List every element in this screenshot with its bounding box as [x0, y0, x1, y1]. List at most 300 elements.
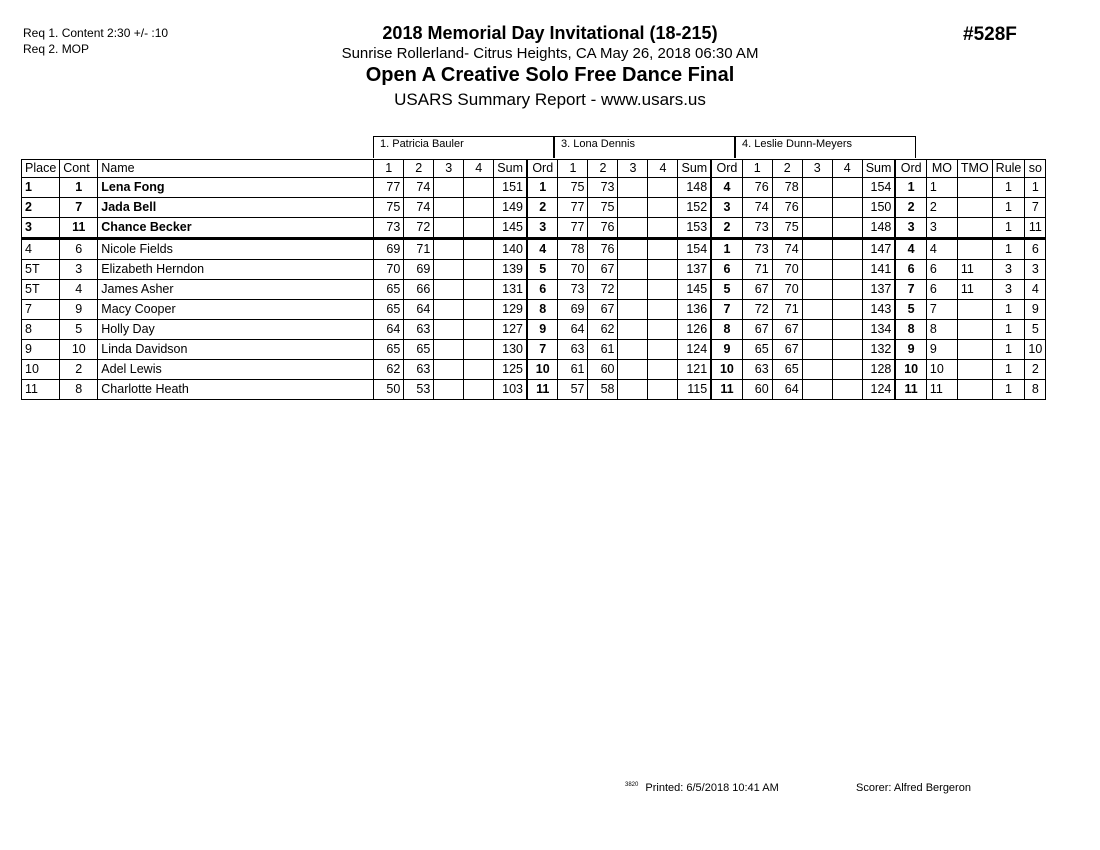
- ord-cell: 7: [711, 300, 742, 320]
- name-cell: Elizabeth Herndon: [98, 260, 374, 280]
- score-cell: 63: [742, 360, 772, 380]
- place-cell: 5T: [22, 260, 60, 280]
- score-cell: [648, 198, 678, 218]
- ord-cell: 10: [711, 360, 742, 380]
- place-cell: 2: [22, 198, 60, 218]
- place-cell: 3: [22, 218, 60, 239]
- column-header: Rule: [992, 160, 1025, 178]
- score-cell: 73: [742, 239, 772, 260]
- sum-cell: 127: [494, 320, 527, 340]
- sum-cell: 143: [862, 300, 895, 320]
- score-cell: [802, 198, 832, 218]
- score-cell: [618, 178, 648, 198]
- score-cell: 67: [772, 320, 802, 340]
- ord-cell: 2: [895, 198, 926, 218]
- score-cell: 65: [404, 340, 434, 360]
- score-cell: 72: [404, 218, 434, 239]
- column-header: MO: [926, 160, 957, 178]
- tmo-cell: 11: [957, 280, 992, 300]
- score-cell: 69: [404, 260, 434, 280]
- sum-cell: 124: [678, 340, 711, 360]
- score-cell: 57: [558, 380, 588, 400]
- score-cell: [434, 178, 464, 198]
- sum-cell: 150: [862, 198, 895, 218]
- score-cell: 75: [588, 198, 618, 218]
- ord-cell: 6: [711, 260, 742, 280]
- score-cell: 58: [588, 380, 618, 400]
- column-header: 4: [648, 160, 678, 178]
- sum-cell: 145: [678, 280, 711, 300]
- score-cell: [648, 280, 678, 300]
- name-cell: Linda Davidson: [98, 340, 374, 360]
- rule-cell: 3: [992, 280, 1025, 300]
- score-cell: 75: [772, 218, 802, 239]
- score-cell: [648, 218, 678, 239]
- so-cell: 2: [1025, 360, 1046, 380]
- rule-cell: 1: [992, 300, 1025, 320]
- requirement-2: Req 2. MOP: [23, 42, 90, 56]
- sum-cell: 125: [494, 360, 527, 380]
- ord-cell: 11: [711, 380, 742, 400]
- cont-cell: 4: [60, 280, 98, 300]
- rule-cell: 1: [992, 239, 1025, 260]
- sum-cell: 121: [678, 360, 711, 380]
- name-cell: Lena Fong: [98, 178, 374, 198]
- event-name: Open A Creative Solo Free Dance Final: [365, 64, 735, 86]
- score-cell: 71: [742, 260, 772, 280]
- table-row: [22, 280, 1046, 300]
- score-cell: [832, 320, 862, 340]
- column-header: 3: [802, 160, 832, 178]
- rule-cell: 1: [992, 218, 1025, 239]
- ord-cell: 4: [711, 178, 742, 198]
- requirement-1: Req 1. Content 2:30 +/- :10: [23, 26, 169, 40]
- name-cell: Chance Becker: [98, 218, 374, 239]
- score-cell: 76: [588, 218, 618, 239]
- ord-cell: 3: [527, 218, 558, 239]
- score-cell: [648, 260, 678, 280]
- score-cell: 77: [558, 198, 588, 218]
- tmo-cell: [957, 218, 992, 239]
- score-cell: 71: [772, 300, 802, 320]
- sum-cell: 140: [494, 239, 527, 260]
- score-cell: [618, 380, 648, 400]
- score-cell: 67: [588, 300, 618, 320]
- tmo-cell: [957, 198, 992, 218]
- header-row: [22, 160, 1046, 178]
- sum-cell: 147: [862, 239, 895, 260]
- rule-cell: 1: [992, 360, 1025, 380]
- score-cell: 67: [772, 340, 802, 360]
- score-cell: 64: [374, 320, 404, 340]
- sum-cell: 154: [862, 178, 895, 198]
- column-header: TMO: [957, 160, 992, 178]
- event-number: #528F: [963, 24, 1017, 45]
- column-header: Sum: [678, 160, 711, 178]
- score-cell: 75: [558, 178, 588, 198]
- score-cell: [802, 380, 832, 400]
- table-row: [22, 320, 1046, 340]
- mo-cell: 1: [926, 178, 957, 198]
- place-cell: 8: [22, 320, 60, 340]
- ord-cell: 3: [711, 198, 742, 218]
- sum-cell: 149: [494, 198, 527, 218]
- mo-cell: 10: [926, 360, 957, 380]
- column-header: 1: [558, 160, 588, 178]
- ord-cell: 8: [895, 320, 926, 340]
- score-cell: 73: [374, 218, 404, 239]
- score-cell: 74: [404, 178, 434, 198]
- score-cell: [832, 218, 862, 239]
- column-header: Ord: [527, 160, 558, 178]
- score-cell: 75: [374, 198, 404, 218]
- footer-printed: [625, 782, 779, 794]
- mo-cell: 2: [926, 198, 957, 218]
- tmo-cell: [957, 320, 992, 340]
- score-cell: [832, 178, 862, 198]
- score-cell: 65: [374, 340, 404, 360]
- so-cell: 7: [1025, 198, 1046, 218]
- tmo-cell: 11: [957, 260, 992, 280]
- score-cell: [832, 239, 862, 260]
- score-cell: [464, 320, 494, 340]
- sum-cell: 152: [678, 198, 711, 218]
- sum-cell: 136: [678, 300, 711, 320]
- tmo-cell: [957, 300, 992, 320]
- score-cell: [802, 360, 832, 380]
- score-cell: [464, 360, 494, 380]
- ord-cell: 10: [527, 360, 558, 380]
- table-row: [22, 239, 1046, 260]
- sum-cell: 151: [494, 178, 527, 198]
- score-cell: 50: [374, 380, 404, 400]
- score-cell: [802, 239, 832, 260]
- mo-cell: 11: [926, 380, 957, 400]
- ord-cell: 9: [711, 340, 742, 360]
- score-cell: [464, 260, 494, 280]
- score-cell: [648, 178, 678, 198]
- sum-cell: 141: [862, 260, 895, 280]
- score-cell: 66: [404, 280, 434, 300]
- score-cell: 70: [558, 260, 588, 280]
- sum-cell: 115: [678, 380, 711, 400]
- sum-cell: 134: [862, 320, 895, 340]
- score-cell: [434, 320, 464, 340]
- score-cell: 77: [374, 178, 404, 198]
- score-cell: 53: [404, 380, 434, 400]
- sum-cell: 153: [678, 218, 711, 239]
- so-cell: 8: [1025, 380, 1046, 400]
- sum-cell: 130: [494, 340, 527, 360]
- mo-cell: 7: [926, 300, 957, 320]
- column-header: Sum: [862, 160, 895, 178]
- score-cell: [802, 280, 832, 300]
- so-cell: 4: [1025, 280, 1046, 300]
- score-cell: [648, 360, 678, 380]
- column-header: Name: [98, 160, 374, 178]
- ord-cell: 11: [895, 380, 926, 400]
- cont-cell: 11: [60, 218, 98, 239]
- score-cell: 70: [374, 260, 404, 280]
- report-subtitle: Sunrise Rollerland- Citrus Heights, CA May 26, 2018 06:30 AM: [341, 45, 759, 62]
- sum-cell: 139: [494, 260, 527, 280]
- tmo-cell: [957, 239, 992, 260]
- cont-cell: 7: [60, 198, 98, 218]
- report-type: USARS Summary Report - www.usars.us: [394, 90, 706, 109]
- mo-cell: 4: [926, 239, 957, 260]
- ord-cell: 8: [527, 300, 558, 320]
- mo-cell: 9: [926, 340, 957, 360]
- mo-cell: 8: [926, 320, 957, 340]
- score-cell: [802, 320, 832, 340]
- score-cell: [648, 239, 678, 260]
- score-cell: 65: [772, 360, 802, 380]
- rule-cell: 1: [992, 198, 1025, 218]
- score-cell: [618, 360, 648, 380]
- score-cell: 76: [588, 239, 618, 260]
- score-cell: 64: [404, 300, 434, 320]
- score-cell: [464, 300, 494, 320]
- score-cell: [618, 300, 648, 320]
- score-cell: 63: [558, 340, 588, 360]
- tmo-cell: [957, 178, 992, 198]
- judge-3-header: 4. Leslie Dunn-Meyers: [735, 136, 916, 158]
- table-row: [22, 178, 1046, 198]
- rule-cell: 1: [992, 178, 1025, 198]
- score-cell: 67: [742, 280, 772, 300]
- column-header: Ord: [895, 160, 926, 178]
- so-cell: 11: [1025, 218, 1046, 239]
- ord-cell: 6: [895, 260, 926, 280]
- sum-cell: 131: [494, 280, 527, 300]
- so-cell: 3: [1025, 260, 1046, 280]
- score-cell: [832, 300, 862, 320]
- judge-2-header: 3. Lona Dennis: [554, 136, 735, 158]
- sum-cell: 126: [678, 320, 711, 340]
- mo-cell: 6: [926, 260, 957, 280]
- place-cell: 11: [22, 380, 60, 400]
- column-header: 3: [434, 160, 464, 178]
- cont-cell: 10: [60, 340, 98, 360]
- score-cell: [832, 260, 862, 280]
- name-cell: Nicole Fields: [98, 239, 374, 260]
- score-cell: [648, 320, 678, 340]
- score-cell: 62: [588, 320, 618, 340]
- score-cell: [802, 300, 832, 320]
- ord-cell: 10: [895, 360, 926, 380]
- ord-cell: 5: [895, 300, 926, 320]
- score-cell: [832, 380, 862, 400]
- table-row: [22, 380, 1046, 400]
- score-cell: [434, 360, 464, 380]
- score-cell: 74: [772, 239, 802, 260]
- name-cell: Charlotte Heath: [98, 380, 374, 400]
- place-cell: 1: [22, 178, 60, 198]
- score-cell: [434, 280, 464, 300]
- score-cell: [434, 300, 464, 320]
- column-header: 4: [464, 160, 494, 178]
- sum-cell: 103: [494, 380, 527, 400]
- ord-cell: 6: [527, 280, 558, 300]
- score-cell: [618, 340, 648, 360]
- score-cell: 61: [588, 340, 618, 360]
- ord-cell: 2: [527, 198, 558, 218]
- report-title: 2018 Memorial Day Invitational (18-215): [382, 23, 718, 43]
- cont-cell: 5: [60, 320, 98, 340]
- score-cell: 60: [742, 380, 772, 400]
- score-cell: [832, 340, 862, 360]
- name-cell: Holly Day: [98, 320, 374, 340]
- score-cell: [648, 340, 678, 360]
- place-cell: 5T: [22, 280, 60, 300]
- sum-cell: 132: [862, 340, 895, 360]
- score-cell: [464, 239, 494, 260]
- sum-cell: 145: [494, 218, 527, 239]
- column-header: 2: [404, 160, 434, 178]
- score-cell: [802, 178, 832, 198]
- sum-cell: 128: [862, 360, 895, 380]
- score-cell: [618, 260, 648, 280]
- so-cell: 9: [1025, 300, 1046, 320]
- cont-cell: 3: [60, 260, 98, 280]
- score-cell: 65: [374, 300, 404, 320]
- name-cell: Adel Lewis: [98, 360, 374, 380]
- tmo-cell: [957, 380, 992, 400]
- ord-cell: 4: [527, 239, 558, 260]
- ord-cell: 2: [711, 218, 742, 239]
- column-header: Place: [22, 160, 60, 178]
- score-cell: [434, 340, 464, 360]
- table-row: [22, 340, 1046, 360]
- score-cell: [832, 360, 862, 380]
- score-cell: 74: [742, 198, 772, 218]
- score-cell: [464, 380, 494, 400]
- score-cell: [464, 280, 494, 300]
- score-cell: 78: [772, 178, 802, 198]
- score-cell: 67: [588, 260, 618, 280]
- score-cell: [648, 300, 678, 320]
- rule-cell: 3: [992, 260, 1025, 280]
- sum-cell: 148: [862, 218, 895, 239]
- score-cell: [802, 340, 832, 360]
- ord-cell: 1: [711, 239, 742, 260]
- score-cell: 65: [742, 340, 772, 360]
- column-header: 2: [588, 160, 618, 178]
- score-cell: 72: [742, 300, 772, 320]
- footer-code: 3820: [625, 782, 639, 788]
- footer-scorer: Scorer: Alfred Bergeron: [856, 782, 971, 794]
- sum-cell: 129: [494, 300, 527, 320]
- table-row: [22, 300, 1046, 320]
- score-cell: [648, 380, 678, 400]
- ord-cell: 5: [711, 280, 742, 300]
- ord-cell: 9: [527, 320, 558, 340]
- score-cell: 62: [374, 360, 404, 380]
- score-cell: 73: [558, 280, 588, 300]
- sum-cell: 148: [678, 178, 711, 198]
- score-cell: 70: [772, 280, 802, 300]
- score-cell: 73: [588, 178, 618, 198]
- tmo-cell: [957, 340, 992, 360]
- mo-cell: 6: [926, 280, 957, 300]
- score-cell: 64: [558, 320, 588, 340]
- score-cell: 69: [374, 239, 404, 260]
- place-cell: 10: [22, 360, 60, 380]
- mo-cell: 3: [926, 218, 957, 239]
- name-cell: Macy Cooper: [98, 300, 374, 320]
- footer-printed-text: Printed: 6/5/2018 10:41 AM: [645, 782, 779, 794]
- table-row: [22, 218, 1046, 239]
- ord-cell: 7: [527, 340, 558, 360]
- cont-cell: 2: [60, 360, 98, 380]
- score-cell: 74: [404, 198, 434, 218]
- so-cell: 5: [1025, 320, 1046, 340]
- ord-cell: 8: [711, 320, 742, 340]
- name-cell: James Asher: [98, 280, 374, 300]
- so-cell: 6: [1025, 239, 1046, 260]
- rule-cell: 1: [992, 320, 1025, 340]
- ord-cell: 11: [527, 380, 558, 400]
- score-cell: [434, 380, 464, 400]
- score-cell: [618, 320, 648, 340]
- judge-1-header: 1. Patricia Bauler: [373, 136, 554, 158]
- cont-cell: 6: [60, 239, 98, 260]
- so-cell: 1: [1025, 178, 1046, 198]
- place-cell: 9: [22, 340, 60, 360]
- sum-cell: 124: [862, 380, 895, 400]
- ord-cell: 4: [895, 239, 926, 260]
- score-cell: 60: [588, 360, 618, 380]
- column-header: Ord: [711, 160, 742, 178]
- score-cell: 76: [772, 198, 802, 218]
- column-header: 1: [374, 160, 404, 178]
- name-cell: Jada Bell: [98, 198, 374, 218]
- score-cell: 72: [588, 280, 618, 300]
- score-cell: 78: [558, 239, 588, 260]
- column-header: Sum: [494, 160, 527, 178]
- score-cell: [434, 198, 464, 218]
- ord-cell: 1: [895, 178, 926, 198]
- ord-cell: 9: [895, 340, 926, 360]
- score-cell: 63: [404, 360, 434, 380]
- score-cell: [434, 218, 464, 239]
- score-cell: [618, 239, 648, 260]
- score-cell: [832, 280, 862, 300]
- score-cell: 76: [742, 178, 772, 198]
- score-cell: [464, 340, 494, 360]
- score-cell: 65: [374, 280, 404, 300]
- score-cell: 71: [404, 239, 434, 260]
- ord-cell: 1: [527, 178, 558, 198]
- rule-cell: 1: [992, 380, 1025, 400]
- sum-cell: 137: [678, 260, 711, 280]
- score-cell: 67: [742, 320, 772, 340]
- score-cell: [464, 218, 494, 239]
- ord-cell: 7: [895, 280, 926, 300]
- so-cell: 10: [1025, 340, 1046, 360]
- score-cell: 73: [742, 218, 772, 239]
- column-header: 3: [618, 160, 648, 178]
- score-cell: 64: [772, 380, 802, 400]
- score-cell: [802, 260, 832, 280]
- score-cell: 61: [558, 360, 588, 380]
- score-cell: [464, 178, 494, 198]
- results-table: [21, 159, 1046, 400]
- score-cell: [434, 260, 464, 280]
- score-cell: [618, 218, 648, 239]
- sum-cell: 154: [678, 239, 711, 260]
- column-header: so: [1025, 160, 1046, 178]
